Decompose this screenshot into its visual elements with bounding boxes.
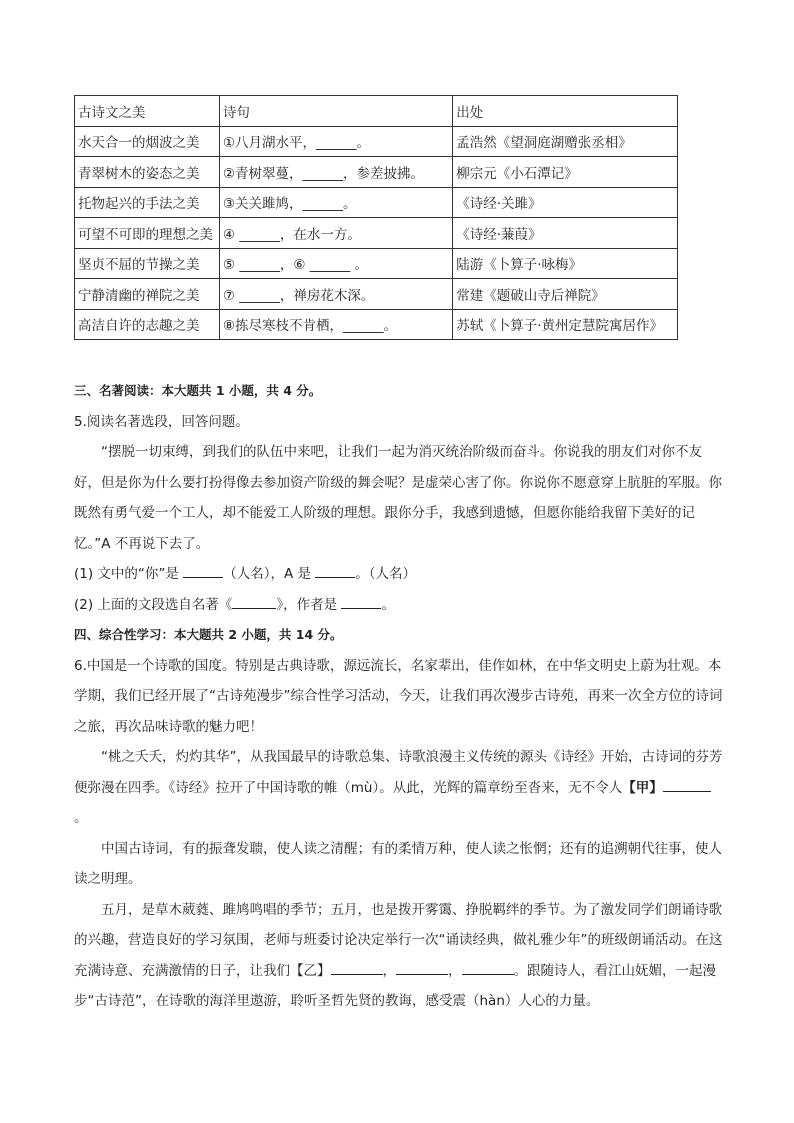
answer-blank-yi-2[interactable] — [396, 960, 448, 975]
q6-paragraph-4 — [74, 895, 724, 1017]
table-row — [75, 126, 678, 157]
q5-sub1-text-a: (1) 文中的“你”是 — [74, 566, 184, 582]
q6-paragraph-1: 6.中国是一个诗歌的国度。特别是古典诗歌，源远流长，名家辈出，佳作如林，在中华文明史上蔚为壮观。本学期，我们已经开展了“古诗苑漫步”综合性学习活动，今天，让我们再次漫步古诗苑，再来一次全方位的诗词之旅，再次品味诗歌的魅力吧！ — [74, 657, 723, 735]
table-row — [75, 187, 678, 218]
table-cell: 宁静清幽的禅院之美 — [75, 279, 220, 310]
table-cell[interactable]: ④ ______，在水一方。 — [219, 218, 452, 249]
table-cell[interactable]: ③关关雎鸠，______。 — [219, 187, 452, 218]
table-cell: 孟浩然《望洞庭湖赠张丞相》 — [453, 126, 678, 157]
table-cell: 《诗经·关雎》 — [453, 187, 678, 218]
table-cell: 坚贞不屈的节操之美 — [75, 248, 220, 279]
q6-p4-text-b: 。跟随诗人，看江山妩媚，一起漫步“古诗范”，在诗歌的海洋里遨游，聆听圣哲先贤的教诲，感受震（hàn）人心的力量。 — [74, 962, 716, 1009]
q6-p2-text: “桃之夭夭，灼灼其华”，从我国最早的诗歌总集、诗歌浪漫主义传统的源头《诗经》开始，古诗词的芬芳便弥漫在四季。《诗经》拉开了中国诗歌的帷（mù）。从此，光辉的篇章纷至沓来，无不令人 — [74, 749, 723, 796]
q6-paragraph-2 — [74, 742, 724, 834]
q6-p4-text-a: 五月，是草木葳蕤、雎鸠鸣唱的季节；五月，也是拨开雾霭、挣脱羁绊的季节。为了激发同学们朗诵诗歌的兴趣，营造良好的学习氛围，老师与班委讨论决定举行一次“诵读经典，做礼雅少年”的班级朗诵活动。在这充满诗意、充满激情的日子，让我们【乙】 — [74, 901, 723, 979]
table-cell: 水天合一的烟波之美 — [75, 126, 220, 157]
table-cell[interactable]: ⑧拣尽寒枝不肯栖，______。 — [219, 309, 452, 340]
q5-intro: 5.阅读名著选段，回答问题。 — [74, 413, 249, 430]
poetry-table — [74, 95, 678, 340]
table-header-cell: 诗句 — [219, 96, 452, 127]
table-row — [75, 248, 678, 279]
q5-sub2 — [74, 590, 724, 621]
section4-heading: 四、综合性学习：本大题共 2 小题，共 14 分。 — [74, 627, 343, 642]
table-header-cell: 古诗文之美 — [75, 96, 220, 127]
answer-blank[interactable] — [183, 563, 223, 578]
section3 — [74, 376, 724, 1017]
q6-p4-sep: ， — [448, 962, 462, 979]
q6-p2-end: 。 — [74, 810, 88, 826]
table-row — [75, 157, 678, 188]
answer-blank[interactable] — [232, 594, 276, 609]
answer-blank-yi-3[interactable] — [462, 960, 514, 975]
table-row — [75, 309, 678, 340]
table-header-cell: 出处 — [453, 96, 678, 127]
table-cell[interactable]: ⑦ ______，禅房花木深。 — [219, 279, 452, 310]
table-cell[interactable]: ①八月湖水平，______。 — [219, 126, 452, 157]
q5-sub1-text-c: 。（人名） — [355, 566, 417, 582]
q5-sub2-text-b: 》，作者是 — [276, 596, 342, 613]
q5-sub1 — [74, 559, 724, 590]
table-cell: 陆游《卜算子·咏梅》 — [453, 248, 678, 279]
table-cell: 常建《题破山寺后禅院》 — [453, 279, 678, 310]
q6-p4-sep: ， — [382, 962, 396, 979]
answer-blank-yi-1[interactable] — [331, 960, 383, 975]
table-cell: 托物起兴的手法之美 — [75, 187, 220, 218]
table-cell: 《诗经·蒹葭》 — [453, 218, 678, 249]
table-cell: 青翠树木的姿态之美 — [75, 157, 220, 188]
q6-paragraph-3: 中国古诗词，有的振聋发聩，使人读之清醒；有的柔情万种，使人读之怅惘；还有的追溯朝代往事，使人读之明理。 — [74, 840, 722, 887]
q5-sub1-text-b: （人名），A 是 — [223, 566, 316, 582]
jia-marker: 【甲】 — [622, 779, 663, 796]
table-cell: 苏轼《卜算子·黄州定慧院寓居作》 — [453, 309, 678, 340]
answer-blank[interactable] — [315, 563, 355, 578]
table-cell: 可望不可即的理想之美 — [75, 218, 220, 249]
table-cell: 柳宗元《小石潭记》 — [453, 157, 678, 188]
q5-sub2-text-c: 。 — [381, 596, 395, 613]
q5-passage: “摆脱一切束缚，到我们的队伍中来吧，让我们一起为消灭统治阶级而奋斗。你说我的朋友们对你不友好，但是你为什么要打扮得像去参加资产阶级的舞会呢？是虚荣心害了你。你说你不愿意穿上肮脏的军服。你既然有勇气爱一个工人，却不能爱工人阶级的理想。跟你分手，我感到遗憾，但愿你能给我留下美好的记忆。”A 不再说下去了。 — [74, 444, 722, 552]
table-cell[interactable]: ⑤ ______，⑥ ______ 。 — [219, 248, 452, 279]
section3-heading: 三、名著阅读：本大题共 1 小题，共 4 分。 — [74, 383, 322, 398]
table-row — [75, 218, 678, 249]
table-header-row — [75, 96, 678, 127]
table-cell[interactable]: ②青树翠蔓，______，参差披拂。 — [219, 157, 452, 188]
table-cell: 高洁自许的志趣之美 — [75, 309, 220, 340]
answer-blank[interactable] — [341, 594, 381, 609]
answer-blank-jia[interactable] — [663, 777, 711, 792]
q5-sub2-text-a: (2) 上面的文段选自名著《 — [74, 596, 233, 613]
table-row — [75, 279, 678, 310]
